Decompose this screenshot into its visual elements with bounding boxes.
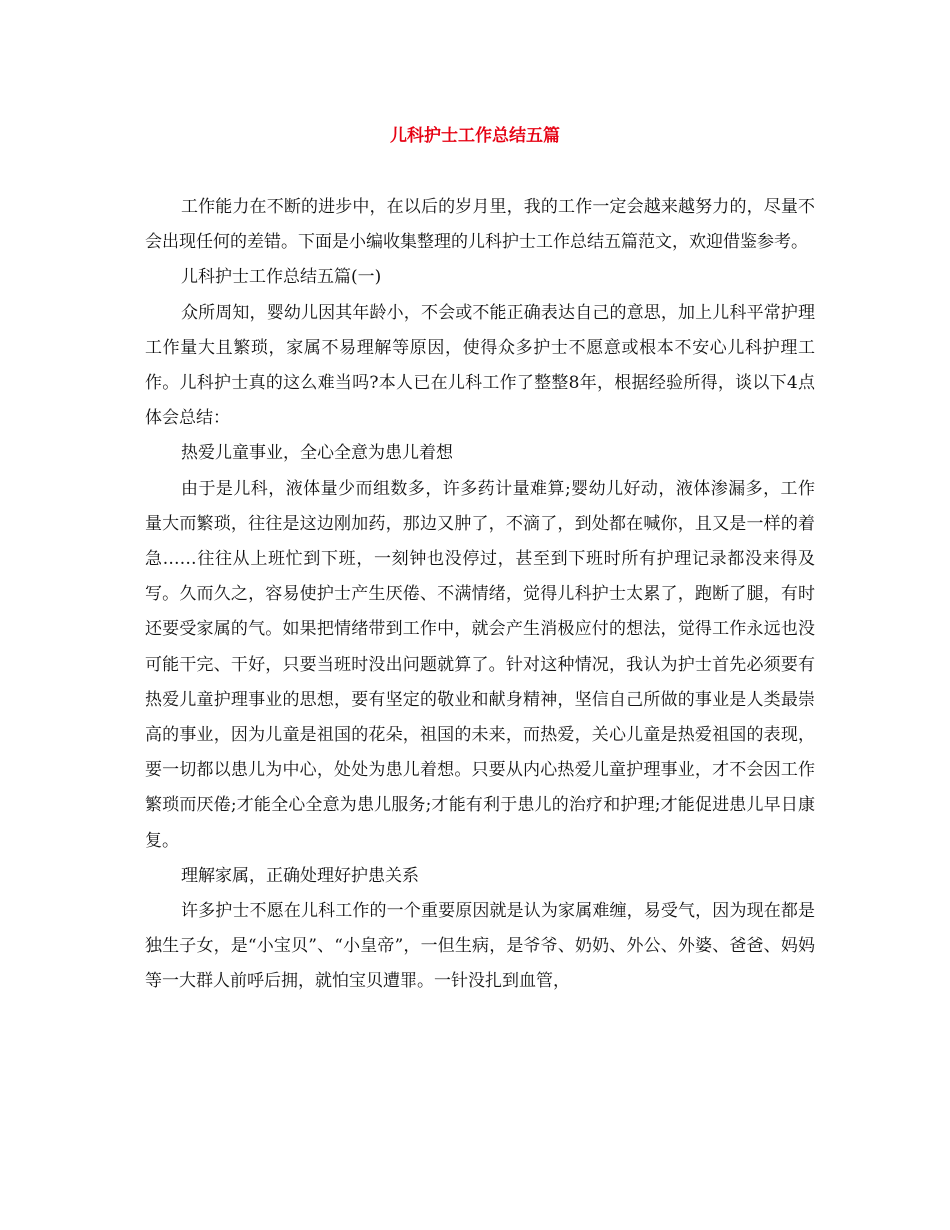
section-heading: 儿科护士工作总结五篇(一)	[181, 267, 382, 288]
document-title: 儿科护士工作总结五篇	[390, 126, 560, 146]
body-paragraph: 许多护士不愿在儿科工作的一个重要原因就是认为家属难缠，易受气，因为现在都是独生子女，是“小宝贝”、“小皇帝”，一但生病，是爷爷、奶奶、外公、外婆、爸爸、妈妈等一大群人前呼后拥，就怕宝贝遭罪。一针没扎到血管，	[145, 901, 815, 992]
body-paragraph: 由于是儿科，液体量少而组数多，许多药计量难算;婴幼儿好动，液体渗漏多，工作量大而繁琐，往往是这边刚加药，那边又肿了，不滴了，到处都在喊你，且又是一样的着急……往往从上班忙到下班，一刻钟也没停过，甚至到下班时所有护理记录都没来得及写。久而久之，容易使护士产生厌倦、不满情绪，觉得儿科护士太累了，跑断了腿，有时还要受家属的气。如果把情绪带到工作中，就会产生消极应付的想法，觉得工作永远也没可能干完、干好，只要当班时没出问题就算了。针对这种情况，我认为护士首先必须要有热爱儿童护理事业的思想，要有坚定的敬业和献身精神，坚信自己所做的事业是人类最崇高的事业，因为儿童是祖国的花朵，祖国的未来，而热爱，关心儿童是热爱祖国的表现，要一切都以患儿为中心，处处为患儿着想。只要从内心热爱儿童护理事业，才不会因工作繁琐而厌倦;才能全心全意为患儿服务;才能有利于患儿的治疗和护理;才能促进患儿早日康复。	[145, 478, 815, 851]
section-heading: 热爱儿童事业，全心全意为患儿着想	[181, 443, 453, 464]
body-paragraph: 众所周知，婴幼儿因其年龄小，不会或不能正确表达自己的意思，加上儿科平常护理工作量大且繁琐，家属不易理解等原因，使得众多护士不愿意或根本不安心儿科护理工作。儿科护士真的这么难当吗?本人已在儿科工作了整整8年，根据经验所得，谈以下4点体会总结：	[145, 302, 815, 429]
document-body	[145, 190, 815, 1000]
intro-paragraph: 工作能力在不断的进步中，在以后的岁月里，我的工作一定会越来越努力的，尽量不会出现任何的差错。下面是小编收集整理的儿科护士工作总结五篇范文，欢迎借鉴参考。	[145, 197, 815, 253]
section-heading: 理解家属，正确处理好护患关系	[181, 865, 419, 886]
